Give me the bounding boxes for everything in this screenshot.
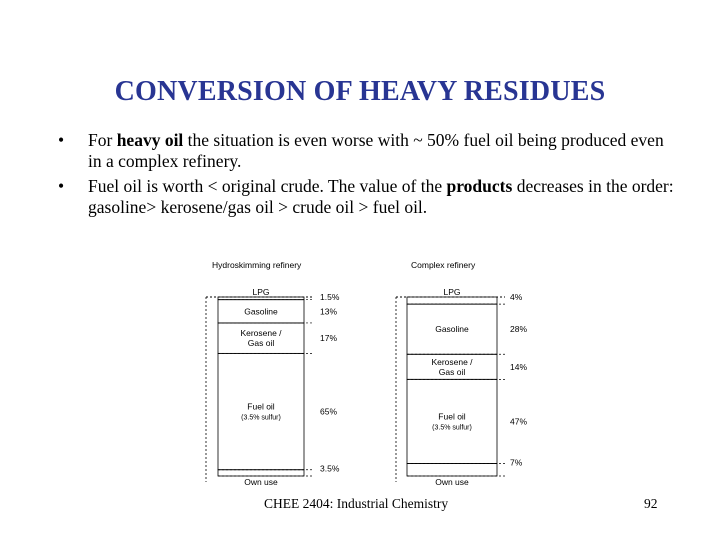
product-label: Fuel oil (3.5% sulfur)	[432, 411, 472, 432]
bullet-text: the situation is even worse with ~ 50% fuel oil being produced even in a complex refinery.	[88, 130, 664, 171]
slide-number: 92	[644, 496, 658, 511]
refinery-title: Hydroskimming refinery	[212, 260, 302, 270]
product-segment	[407, 463, 497, 476]
product-label: LPG	[443, 287, 461, 297]
bullet-text: Fuel oil is worth < original crude. The value of the	[88, 176, 447, 196]
product-label: Own use	[244, 477, 278, 487]
refinery-title: Complex refinery	[411, 260, 476, 270]
slide-title: CONVERSION OF HEAVY RESIDUES	[114, 76, 606, 107]
product-segment	[218, 470, 304, 476]
product-percent: 13%	[320, 306, 338, 317]
bullet-symbol: •	[58, 130, 65, 150]
product-label: Kerosene / Gas oil	[431, 356, 473, 377]
product-percent: 3.5%	[320, 463, 340, 474]
bullet-symbol: •	[58, 176, 65, 196]
bullet-text: For	[88, 130, 117, 150]
product-percent: 14%	[510, 361, 528, 372]
product-label: Gasoline	[435, 324, 469, 335]
product-label: Own use	[435, 477, 469, 487]
product-label: Gasoline	[244, 306, 278, 317]
refinery-column	[396, 260, 527, 487]
product-percent: 7%	[510, 457, 523, 468]
footer-course: CHEE 2404: Industrial Chemistry	[264, 496, 449, 511]
product-percent: 4%	[510, 292, 523, 302]
bullet-emphasis: heavy oil	[116, 130, 184, 150]
product-label: Kerosene / Gas oil	[240, 328, 282, 349]
product-label: LPG	[252, 287, 270, 297]
product-percent: 65%	[320, 406, 338, 417]
product-percent: 28%	[510, 324, 528, 335]
refinery-column	[206, 260, 340, 487]
product-percent: 17%	[320, 333, 338, 344]
product-label: Fuel oil (3.5% sulfur)	[241, 401, 281, 422]
product-percent: 1.5%	[320, 292, 340, 302]
bullet-text: decreases in the order: gasoline> kerosene/gas oil > crude oil > fuel oil.	[88, 176, 674, 217]
product-segment	[407, 297, 497, 304]
bullet-emphasis: products	[446, 176, 513, 196]
product-percent: 47%	[510, 416, 528, 427]
